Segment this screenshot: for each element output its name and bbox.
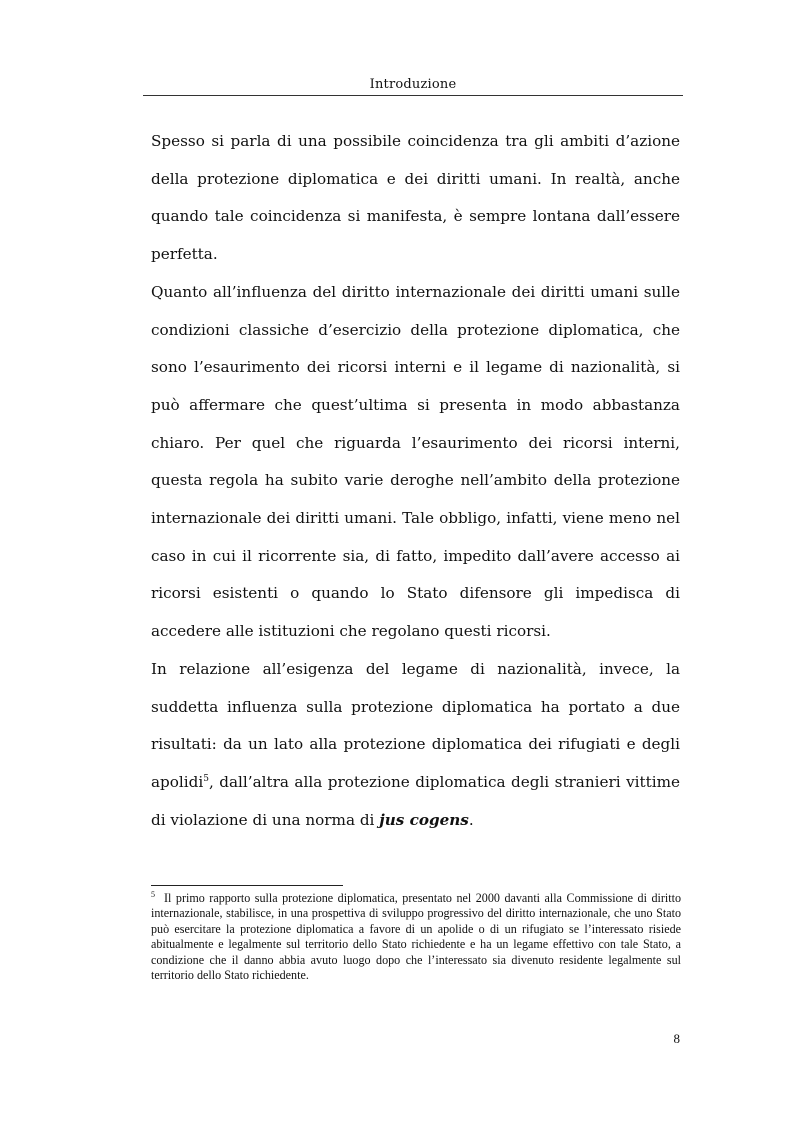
emphasis-jus-cogens: jus cogens: [379, 810, 469, 829]
page-number: 8: [673, 1031, 680, 1046]
paragraph-2: Quanto all’influenza del diritto internazionale dei diritti umani sulle condizioni classiche d’esercizio della protezione diplomatica, che sono l’esaurimento dei ricorsi interni e il legame di nazionalità, si può affermare che quest’ultima si presenta in modo abbastanza chiaro. Per quel che riguarda l’esaurimento dei ricorsi interni, questa regola ha subito varie deroghe nell’ambito della protezione internazionale dei diritti umani. Tale obbligo, infatti, viene meno nel caso in cui il ricorrente sia, di fatto, impedito dall’avere accesso ai ricorsi esistenti o quando lo Stato difensore gli impedisca di accedere alle istituzioni che regolano questi ricorsi.: [151, 282, 680, 641]
running-header: Introduzione: [369, 77, 457, 92]
paragraph-3-text-a: In relazione all’esigenza del legame di nazionalità, invece, la suddetta influenza sulla protezione diplomatica ha portato a due risultati: da un lato alla protezione diplomatica dei rifugiati e degli apolidi: [151, 659, 680, 791]
paragraph-3: [151, 651, 680, 840]
paragraph-3-text-b: , dall’altra alla protezione diplomatica degli stranieri vittime di violazione di una norma di: [151, 772, 680, 829]
paragraph-3-end: .: [468, 810, 474, 829]
footnote-reference: 5: [203, 773, 209, 784]
header-rule: [143, 95, 683, 96]
body-text: [151, 123, 680, 839]
footnote-text: Il primo rapporto sulla protezione diplomatica, presentato nel 2000 davanti alla Commissione di diritto internazionale, stabilisce, in una prospettiva di sviluppo progressivo del diritto internazionale, che uno Stato può esercitare la protezione diplomatica a favore di un apolide o di un rifugiato se l’interessato risiede abitualmente e legalmente sul territorio dello Stato richiedente e ha un legame effettivo con tale Stato, a condizione che il danno abbia avuto luogo dopo che l’interessato sia divenuto residente legalmente sul territorio dello Stato richiedente.: [151, 891, 682, 983]
footnote: [151, 891, 681, 983]
paragraph-1: Spesso si parla di una possibile coincidenza tra gli ambiti d’azione della protezione diplomatica e dei diritti umani. In realtà, anche quando tale coincidenza si manifesta, è sempre lontana dall’essere perfetta.: [151, 132, 680, 264]
footnote-rule: [151, 885, 343, 886]
footnote-marker: 5: [151, 890, 155, 899]
